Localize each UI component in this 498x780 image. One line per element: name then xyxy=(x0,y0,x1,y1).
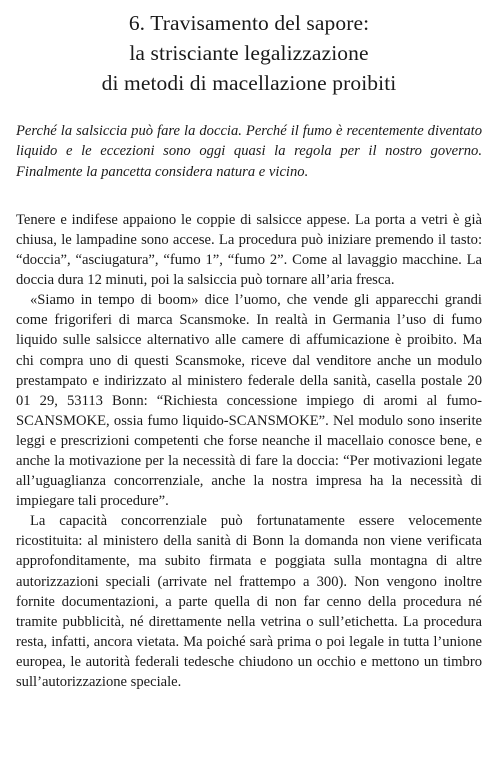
body-paragraph: La capacità concorrenziale può fortunatamente essere velocemente ricostituita: al ministero della sanità di Bonn la domanda non viene verificata approfonditamente, ma subito firmata e poggiata sulla montagna di altre autorizzazioni speciali (arrivate nel frattempo a 300). Non vengono inoltre fornite documentazioni, a parte quella di non far cenno della procedura né tramite pubblicità, né direttamente nella vetrina o sull’etichetta. La procedura resta, infatti, ancora vietata. Ma poiché sarà prima o poi legale in tutta l’unione europea, le autorità federali tedesche chiudono un occhio e mettono un timbro sull’autorizzazione speciale. xyxy=(16,513,482,691)
chapter-title-line: di metodi di macellazione proibiti xyxy=(101,71,397,95)
chapter-title-line: la strisciante legalizzazione xyxy=(129,41,369,65)
chapter-title-line: 6. Travisamento del sapore: xyxy=(128,11,370,35)
chapter-title xyxy=(16,8,482,98)
body-paragraph: «Siamo in tempo di boom» dice l’uomo, che vende gli apparecchi grandi come frigoriferi di marca Scansmoke. In realtà in Germania l’uso di fumo liquido sulle salsicce alternativo alle camere di affumicazione è proibito. Ma chi compra uno di questi Scansmoke, riceve dal venditore anche un modulo prestampato e indirizzato al ministero federale della sanità, casella postale 20 01 29, 53113 Bonn: “Richiesta concessione impiego di aromi al fumo-SCANSMOKE, ossia fumo liquido-SCANSMOKE”. Nel modulo sono inserite leggi e prescrizioni competenti che forse neanche il macellaio conosce bene, e anche la motivazione per la necessità di fare la doccia: “Per motivazioni legate all’uguaglianza concorrenziale, anche la nostra impresa ha la necessità di impiegare tali procedure”. xyxy=(16,292,482,510)
document-page xyxy=(16,8,482,692)
body-paragraph: Tenere e indifese appaiono le coppie di salsicce appese. La porta a vetri è già chiusa, le lampadine sono accese. La procedura può iniziare premendo il tasto: “doccia”, “asciugatura”, “fumo 1”, “fumo 2”. Come al lavaggio macchine. La doccia dura 12 minuti, poi la salsiccia può tornare all’aria fresca. xyxy=(16,211,482,289)
lead-paragraph: Perché la salsiccia può fare la doccia. Perché il fumo è recentemente diventato liquido e le eccezioni sono oggi quasi la regola per il nostro governo. Finalmente la pancetta considera natura e vicino. xyxy=(16,123,482,180)
